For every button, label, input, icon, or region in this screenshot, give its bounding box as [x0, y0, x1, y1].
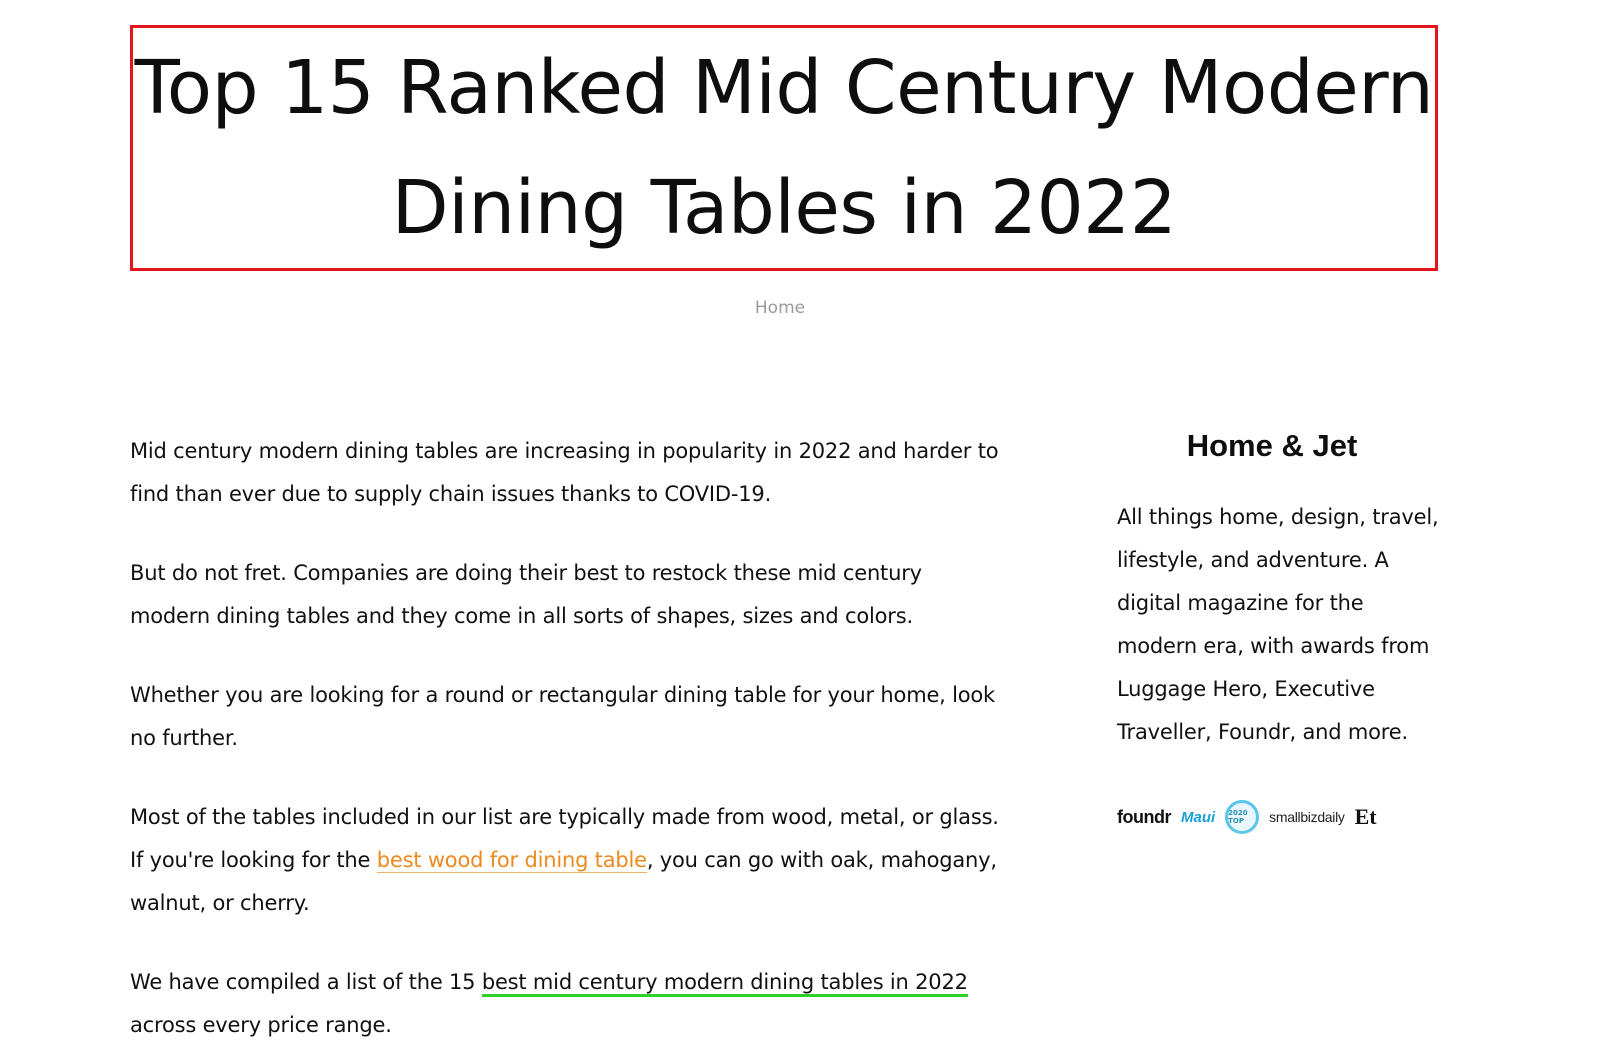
article-paragraph-4 — [130, 796, 1000, 925]
paragraph-4-text-before: Most of the tables included in our list are typically made from wood, metal, or glass. If you're looking for the — [130, 805, 999, 872]
article-body — [130, 430, 1000, 1058]
paragraph-4-text-after: , you can go with oak, mahogany, walnut, or cherry. — [130, 848, 997, 915]
sidebar-heading: Home & Jet — [1186, 428, 1358, 463]
paragraph-5-text-after: across every price range. — [130, 1013, 392, 1037]
paragraph-5-text-before: We have compiled a list of the 15 — [130, 970, 482, 994]
executive-traveller-logo: Et — [1354, 804, 1377, 829]
article-paragraph-3: Whether you are looking for a round or rectangular dining table for your home, look no further. — [130, 683, 996, 750]
award-badge-logo: 2020 TOP — [1225, 800, 1259, 834]
highlighted-keyword-phrase: best mid century modern dining tables in 2022 — [482, 970, 968, 997]
sidebar — [1117, 428, 1447, 834]
smallbizdaily-logo: smallbizdaily — [1269, 809, 1345, 825]
article-paragraph-2: But do not fret. Companies are doing their best to restock these mid century modern dining tables and they come in all sorts of shapes, sizes and colors. — [130, 561, 922, 628]
breadcrumb — [0, 298, 1560, 318]
maui-logo: Maui — [1180, 808, 1216, 826]
award-logos — [1117, 800, 1417, 834]
sidebar-description: All things home, design, travel, lifestyle, and adventure. A digital magazine for the modern era, with awards from Luggage Hero, Executive Traveller, Foundr, and more. — [1117, 505, 1439, 744]
foundr-logo: foundr — [1117, 806, 1171, 827]
article-paragraph-1: Mid century modern dining tables are increasing in popularity in 2022 and harder to find than ever due to supply chain issues thanks to COVID-19. — [130, 439, 999, 506]
page-title: Top 15 Ranked Mid Century Modern Dining Tables in 2022 — [134, 45, 1434, 251]
best-wood-for-dining-table-link[interactable]: best wood for dining table — [376, 848, 647, 872]
title-highlight-box — [130, 25, 1438, 271]
article-paragraph-5 — [130, 961, 1000, 1047]
breadcrumb-home-link[interactable]: Home — [754, 298, 806, 318]
